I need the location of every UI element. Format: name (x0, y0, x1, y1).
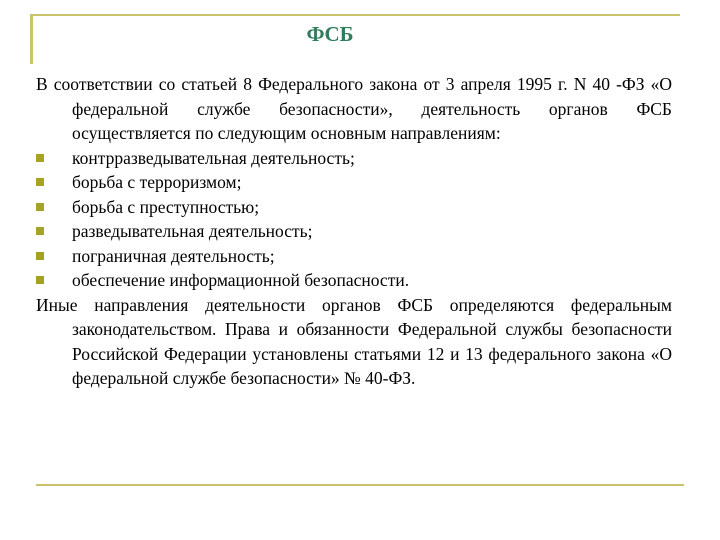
list-item (36, 244, 672, 269)
list-item-text: обеспечение информационной безопасности. (72, 270, 410, 290)
square-bullet-icon (36, 203, 44, 211)
list-item (36, 219, 672, 244)
directions-list (36, 146, 672, 293)
slide-body (36, 72, 672, 391)
list-item (36, 195, 672, 220)
list-item-text: разведывательная деятельность; (72, 221, 313, 241)
bottom-rule (36, 484, 684, 486)
conclusion-paragraph: Иные направления деятельности органов ФСБ определяются федеральным законодательством. Права и обязанности Федеральной службы безопасности Российской Федерации установлены статьями 12 и 13 федерального закона «О федеральной службе безопасности» № 40-ФЗ. (36, 294, 672, 388)
list-item-text: борьба с преступностью; (72, 196, 260, 217)
slide-title: ФСБ (306, 22, 354, 46)
list-item (36, 170, 672, 195)
square-bullet-icon (36, 178, 44, 186)
square-bullet-icon (36, 154, 44, 162)
square-bullet-icon (36, 252, 44, 260)
square-bullet-icon (36, 276, 44, 284)
list-item-text: контрразведывательная деятельность; (72, 147, 355, 168)
square-bullet-icon (36, 227, 44, 235)
list-item (36, 268, 672, 293)
list-item (36, 146, 672, 171)
list-item-text: пограничная деятельность; (72, 245, 275, 266)
intro-paragraph: В соответствии со статьей 8 Федерального закона от 3 апреля 1995 г. N 40 -ФЗ «О федеральной службе безопасности», деятельность органов ФСБ осуществляется по следующим основным направлениям: (36, 74, 672, 143)
list-item-text: борьба с терроризмом; (72, 172, 242, 192)
frame-top-rule (30, 14, 680, 16)
